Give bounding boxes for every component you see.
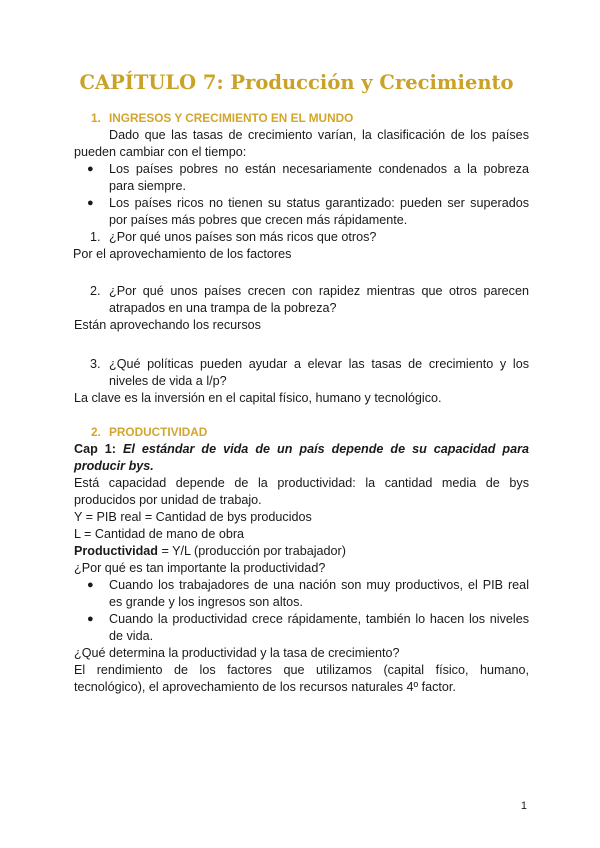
bullet-icon: ● bbox=[87, 163, 94, 175]
document-page bbox=[74, 68, 529, 696]
list-item-text: Cuando la productividad crece rápidamente, también lo hacen los niveles de vida. bbox=[109, 612, 529, 643]
l-definition: L = Cantidad de mano de obra bbox=[74, 527, 245, 541]
cap-principle bbox=[74, 441, 529, 475]
answer-3: La clave es la inversión en el capital físico, humano y tecnológico. bbox=[74, 391, 442, 405]
list-item-text: Cuando los trabajadores de una nación son muy productivos, el PIB real es grande y los ingresos son altos. bbox=[109, 578, 529, 609]
list-item-text: Los países pobres no están necesariamente condenados a la pobreza para siempre. bbox=[109, 162, 529, 193]
cap-label: Cap 1: bbox=[74, 442, 116, 456]
answer-1: Por el aprovechamiento de los factores bbox=[73, 247, 292, 261]
list-item-text: Los países ricos no tienen su status garantizado: pueden ser superados por países más pobres que crecen más rápidamente. bbox=[109, 196, 529, 227]
section-2-question-1: ¿Por qué es tan importante la productividad? bbox=[74, 561, 326, 575]
list-item bbox=[87, 195, 529, 229]
productivity-formula bbox=[74, 543, 529, 560]
cap-text: El estándar de vida de un país depende de su capacidad para producir bys. bbox=[74, 442, 529, 473]
section-2-bullet-list bbox=[74, 577, 529, 645]
productivity-formula-text: = Y/L (producción por trabajador) bbox=[157, 544, 346, 558]
section-2-number: 2. bbox=[91, 425, 101, 439]
bullet-icon: ● bbox=[87, 197, 94, 209]
section-2-heading bbox=[74, 424, 529, 441]
question-1 bbox=[74, 229, 529, 246]
section-1-intro: Dado que las tasas de crecimiento varían, la clasificación de los países pueden cambiar con el tiempo: bbox=[74, 128, 529, 159]
answer-2: Están aprovechando los recursos bbox=[74, 318, 261, 332]
question-number: 3. bbox=[90, 357, 101, 371]
section-1-heading bbox=[74, 110, 529, 127]
section-2-answer: El rendimiento de los factores que utilizamos (capital físico, humano, tecnológico), el aprovechamiento de los recursos naturales 4º factor. bbox=[74, 663, 529, 694]
question-text: ¿Por qué unos países crecen con rapidez mientras que otros parecen atrapados en una trampa de la pobreza? bbox=[109, 284, 529, 315]
page-number: 1 bbox=[520, 800, 527, 812]
section-1-bullet-list bbox=[74, 161, 529, 229]
bullet-icon: ● bbox=[87, 579, 94, 591]
section-2-heading-text: PRODUCTIVIDAD bbox=[109, 425, 208, 439]
section-1-heading-text: INGRESOS Y CRECIMIENTO EN EL MUNDO bbox=[109, 111, 354, 125]
question-text: ¿Por qué unos países son más ricos que otros? bbox=[109, 230, 377, 244]
question-2 bbox=[74, 280, 529, 317]
chapter-title: CAPÍTULO 7: Producción y Crecimiento bbox=[79, 71, 514, 94]
y-definition: Y = PIB real = Cantidad de bys producidos bbox=[74, 510, 312, 524]
list-item bbox=[87, 577, 529, 611]
section-1-number: 1. bbox=[91, 111, 101, 125]
question-3 bbox=[74, 351, 529, 390]
bullet-icon: ● bbox=[87, 613, 94, 625]
question-number: 2. bbox=[90, 284, 101, 298]
list-item bbox=[87, 611, 529, 645]
productivity-label: Productividad bbox=[74, 544, 158, 558]
question-text: ¿Qué políticas pueden ayudar a elevar las tasas de crecimiento y los niveles de vida a l/p? bbox=[109, 357, 529, 388]
question-number: 1. bbox=[90, 230, 101, 244]
section-2-question-2: ¿Qué determina la productividad y la tasa de crecimiento? bbox=[74, 646, 400, 660]
productivity-definition: Está capacidad depende de la productividad: la cantidad media de bys producidos por unidad de trabajo. bbox=[74, 476, 529, 507]
list-item bbox=[87, 161, 529, 195]
